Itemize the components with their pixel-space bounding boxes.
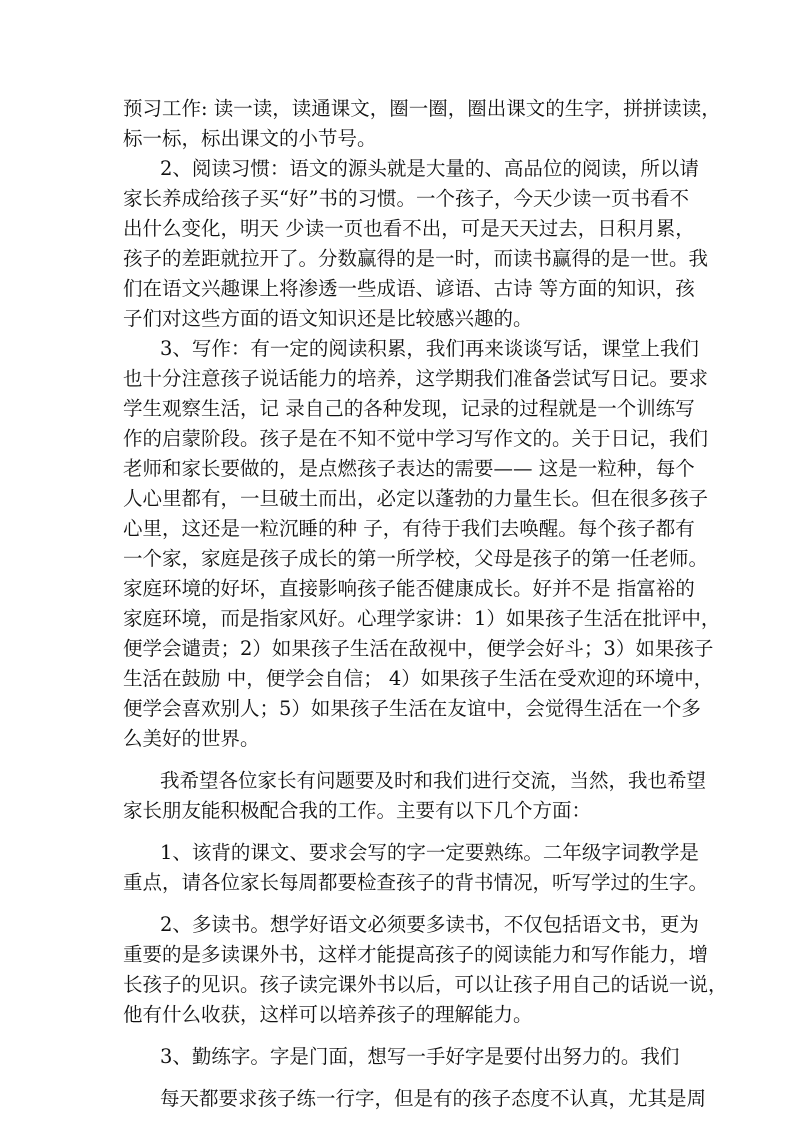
text-line: 重要的是多读课外书，这样才能提高孩子的阅读能力和写作能力，增 <box>123 943 709 966</box>
text-line: 他有什么收获，这样可以培养孩子的理解能力。 <box>123 1003 533 1026</box>
text-line: 老师和家长要做的，是点燃孩子表达的需要—— 这是一粒种，每个 <box>123 457 695 480</box>
paragraph-gap <box>123 1030 675 1042</box>
text-line: 重点，请各位家长每周都要检查孩子的背书情况，听写学过的生字。 <box>123 871 709 894</box>
text-line: 便学会喜欢别人；5）如果孩子生活在友谊中，会觉得生活在一个多 <box>123 697 701 720</box>
paragraph-gap <box>123 898 675 910</box>
text-line: 家长养成给孩子买“好”书的习惯。一个孩子，今天少读一页书看不 <box>123 187 689 210</box>
text-line: 子们对这些方面的语文知识还是比较感兴趣的。 <box>123 307 533 330</box>
text-line: 么美好的世界。 <box>123 727 260 750</box>
text-line: 每天都要求孩子练一行字，但是有的孩子态度不认真，尤其是周 <box>160 1087 707 1110</box>
text-line: 预习工作: 读一读，读通课文，圈一圈，圈出课文的生字，拼拼读读， <box>123 97 721 120</box>
text-line: 3、勤练字。字是门面，想写一手好字是要付出努力的。我们 <box>160 1045 680 1068</box>
text-line: 3、写作：有一定的阅读积累，我们再来谈谈写话，课堂上我们 <box>160 337 699 360</box>
text-line: 标一标，标出课文的小节号。 <box>123 127 377 150</box>
text-line: 家庭环境的好坏，直接影响孩子能否健康成长。好并不是 指富裕的 <box>123 577 695 600</box>
text-line: 学生观察生活，记 录自己的各种发现，记录的过程就是一个训练写 <box>123 397 695 420</box>
text-line: 一个家，家庭是孩子成长的第一所学校，父母是孩子的第一任老师。 <box>123 547 709 570</box>
text-line: 家长朋友能积极配合我的工作。主要有以下几个方面： <box>123 799 592 822</box>
paragraph-gap <box>123 1072 675 1084</box>
paragraph-gap <box>123 826 675 838</box>
text-line: 们在语文兴趣课上将渗透一些成语、谚语、古诗 等方面的知识，孩 <box>123 277 695 300</box>
text-line: 2、阅读习惯：语文的源头就是大量的、高品位的阅读，所以请 <box>160 157 699 180</box>
text-line: 出什么变化，明天 少读一页也看不出，可是天天过去，日积月累， <box>123 217 695 240</box>
text-line: 作的启蒙阶段。孩子是在不知不觉中学习写作文的。关于日记，我们 <box>123 427 709 450</box>
text-line: 便学会谴责；2）如果孩子生活在敌视中，便学会好斗；3）如果孩子 <box>123 637 714 660</box>
text-line: 1、该背的课文、要求会写的字一定要熟练。二年级字词教学是 <box>160 841 699 864</box>
paragraph-gap <box>123 754 675 766</box>
text-line: 也十分注意孩子说话能力的培养，这学期我们准备尝试写日记。要求 <box>123 367 709 390</box>
text-line: 生活在鼓励 中，便学会自信； 4）如果孩子生活在受欢迎的环境中， <box>123 667 714 690</box>
text-line: 家庭环境，而是指家风好。心理学家讲：1）如果孩子生活在批评中， <box>123 607 721 630</box>
text-line: 孩子的差距就拉开了。分数赢得的是一时，而读书赢得的是一世。我 <box>123 247 709 270</box>
text-line: 2、多读书。想学好语文必须要多读书，不仅包括语文书，更为 <box>160 913 699 936</box>
text-line: 人心里都有，一旦破土而出，必定以蓬勃的力量生长。但在很多孩子 <box>123 487 709 510</box>
text-line: 我希望各位家长有问题要及时和我们进行交流，当然，我也希望 <box>160 769 707 792</box>
document-body <box>123 94 728 1114</box>
text-line: 心里，这还是一粒沉睡的种 子，有待于我们去唤醒。每个孩子都有 <box>123 517 695 540</box>
text-line: 长孩子的见识。孩子读完课外书以后，可以让孩子用自己的话说一说， <box>123 973 728 996</box>
